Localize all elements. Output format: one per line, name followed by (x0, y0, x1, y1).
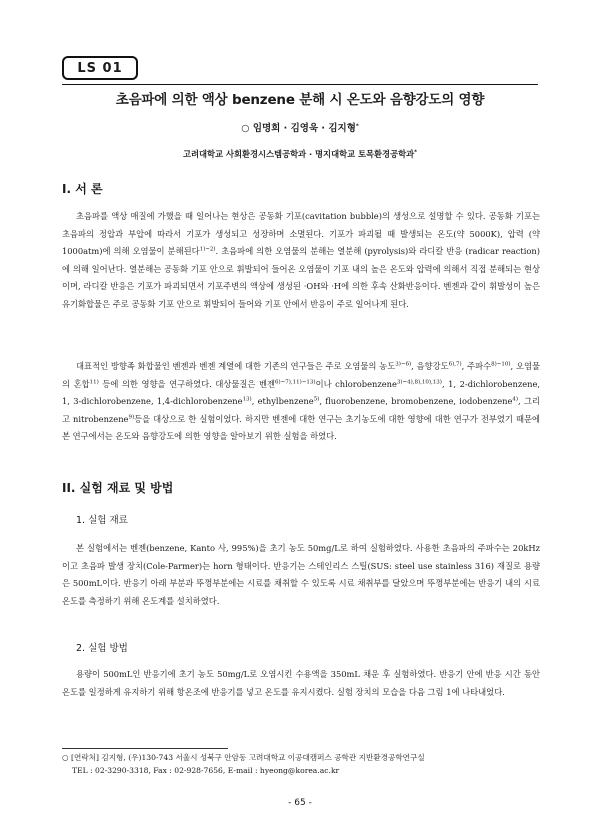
intro-p1-text-b: . 초음파에 의한 오염물의 분해는 열분해 (pyrolysis)와 라디칼 반응 (radicar reaction)에 의해 일어난다. 열분해는 공동화 기포 안으로 휘발되어 들어온 오염물이 기포 내의 높은 온도와 압력에 의해서 직접 분해되는 현상이며, 라디칼 반응은 기포가 파괴되면서 기포주변의 액상에 생성된 ·OH와 ·H에 의한 후속 산화반응이다. 벤젠과 같이 휘발성이 높은 유기화합물은 주로 공동화 기포 안으로 휘발되어 들어와 기포 안에서 반응이 주로 일어나게 된다. (62, 246, 540, 309)
author-mark: * (355, 123, 359, 130)
intro-p2-text: 등에 의한 영향을 연구하였다. 대상물질은 벤젠 (98, 378, 276, 389)
materials-text: 본 실험에서는 벤젠(benzene, Kanto 사, 995%)을 초기 농도 50mg/L로 하여 실험하였다. 사용한 초음파의 주파수는 20kHz이고 초음파 발생 장치(Cole-Parmer)는 horn 형태이다. 반응기는 스테인리스 스틸(SUS: steel use stainless 316) 재질로 용량은 500mL이다. 반응기 아래 부분과 뚜껑부분에는 시료를 채취할 수 있도록 시료 채취부를 달았으며 뚜껑부분에는 반응기 내의 시료 온도를 측정하기 위해 온도계를 설치하였다. (62, 543, 540, 606)
page-number: - 65 - (288, 798, 312, 808)
intro-p1-text-a: 초음파를 액상 매질에 가했을 때 일어나는 현상은 공동화 기포(cavitation bubble)의 생성으로 설명할 수 있다. 공동화 기포는 초음파의 정압과 부압에 따라서 기포가 생성되고 성장하며 소멸된다. 기포가 파괴될 때 발생되는 온도(약 5000K), 압력 (약 1000atm)에 의해 오염물이 분해된다 (62, 211, 540, 257)
intro-paragraph-1 (62, 208, 540, 314)
citation: 6)~7),11)~13) (275, 379, 316, 386)
citation: 4) (512, 396, 519, 403)
intro-p2-text: 대표적인 방향족 화합물인 벤젠과 벤젠 계열에 대한 기존의 연구들은 주로 오염물의 농도 (76, 361, 396, 371)
intro-p2-text: , 그리고 nitrobenzene (62, 396, 540, 424)
citation: 3)~4),8),10),13) (396, 379, 442, 386)
citation: 13) (242, 396, 252, 403)
intro-p2-text: , 1, 2-dichlorobenzene, 1, 3-dichlorobenzene, 1,4-dichlorobenzene (62, 378, 541, 407)
footnote-rule (62, 748, 228, 749)
author-list (62, 120, 538, 134)
materials-paragraph (62, 540, 540, 610)
affiliation-text: 고려대학교 사회환경시스템공학과 · 명지대학교 토목환경공학과 (183, 149, 415, 159)
footnote-contact: ○ [연락처] 김지형, (우)130-743 서울시 성북구 안암동 고려대학교 이공대캠퍼스 공학관 지반환경공학연구실 (62, 753, 425, 762)
citation: 8)~10) (491, 361, 511, 368)
intro-p2-text: , fluorobenzene, bromobenzene, iodobenzene (319, 396, 513, 407)
subsection-heading-materials: 1. 실험 재료 (76, 515, 128, 526)
affiliation-mark: * (414, 149, 417, 156)
intro-p2-text: , 오염물의 혼합 (62, 361, 541, 389)
header-rule (62, 84, 538, 85)
citation: 5) (313, 396, 320, 403)
session-code: LS 01 (77, 60, 123, 76)
citation: 11) (89, 379, 99, 386)
method-text: 용량이 500mL인 반응기에 초기 농도 50mg/L로 오염시킨 수용액을 350mL 채운 후 실험하였다. 반응기 안에 반응 시간 동안 온도를 일정하게 유지하기 위해 항온조에 반응기를 넣고 온도를 유지시켰다. 실험 장치의 모습을 다음 그림 1에 나타내었다. (62, 669, 540, 697)
subsection-heading-method: 2. 실험 방법 (76, 643, 128, 654)
footnote-contact-details: TEL : 02-3290-3318, Fax : 02-928-7656, E-mail : hyeong@korea.ac.kr (72, 765, 340, 775)
intro-p2-text: , ethylbenzene (251, 396, 314, 407)
footnote (62, 752, 540, 777)
intro-p2-text: 이나 chlorobenzene (315, 378, 397, 389)
session-code-box (62, 56, 138, 80)
citation: 1)~2) (199, 246, 216, 253)
citation: 3)~6) (395, 361, 412, 368)
intro-paragraph-2 (62, 358, 540, 446)
section-heading-methods: II. 실험 재료 및 방법 (62, 481, 174, 495)
intro-p2-text: , 음향강도 (411, 361, 449, 371)
intro-p2-text: , 주파수 (461, 361, 492, 371)
citation: 6),7) (448, 361, 462, 368)
method-paragraph (62, 666, 540, 701)
affiliation (62, 148, 538, 160)
section-heading-intro: I. 서 론 (62, 182, 103, 196)
author-names: ○ 임명희 · 김영욱 · 김지형 (241, 123, 356, 134)
citation: 9) (128, 414, 135, 421)
intro-p2-text: 등을 대상으로 한 실험이었다. 하지만 벤젠에 대한 연구는 초기농도에 대한 영향에 대한 연구가 전부였기 때문에 본 연구에서는 온도와 음향강도에 의한 영향을 알아보기 위한 실험을 하였다. (62, 413, 540, 442)
paper-title: 초음파에 의한 액상 benzene 분해 시 온도와 음향강도의 영향 (115, 92, 485, 108)
